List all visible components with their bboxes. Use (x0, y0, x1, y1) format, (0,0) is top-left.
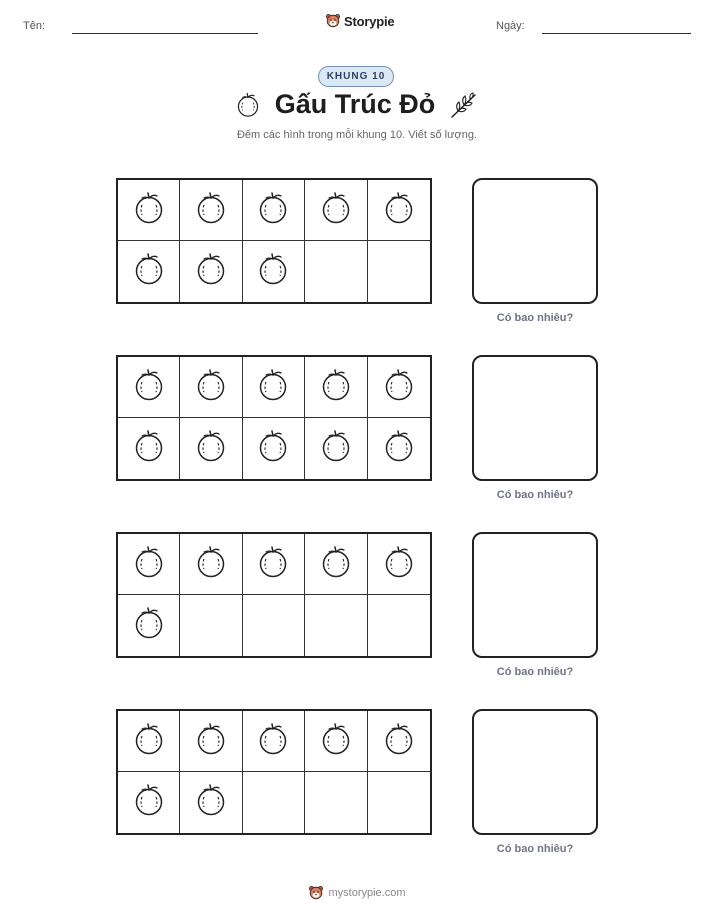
ten-frame-cell (368, 772, 430, 833)
tomato-icon (132, 721, 166, 762)
tomato-icon (319, 367, 353, 408)
tomato-icon (256, 251, 290, 292)
tomato-icon (382, 367, 416, 408)
question-label: Có bao nhiêu? (496, 489, 574, 501)
ten-frame-cell (180, 711, 242, 772)
ten-frame-cell (118, 711, 180, 772)
ten-frame-cell (305, 241, 367, 302)
footer (0, 885, 714, 901)
tomato-icon (256, 428, 290, 469)
tomato-icon (256, 367, 290, 408)
ten-frame-cell (180, 595, 242, 656)
answer-box[interactable] (472, 355, 598, 481)
tomato-icon (194, 544, 228, 585)
ten-frame-cell (243, 772, 305, 833)
tomato-icon (256, 544, 290, 585)
ten-frame-cell (305, 357, 367, 418)
instructions: Đếm các hình trong mỗi khung 10. Viết số lượng. (236, 129, 477, 141)
tomato-icon (256, 190, 290, 231)
tomato-icon (132, 605, 166, 646)
answer-box[interactable] (472, 178, 598, 304)
tomato-icon (256, 721, 290, 762)
question-label: Có bao nhiêu? (496, 843, 574, 855)
ten-frame-cell (368, 418, 430, 479)
ten-frame-cell (118, 180, 180, 241)
ten-frame-cell (243, 418, 305, 479)
tomato-icon (132, 782, 166, 823)
tomato-icon (382, 190, 416, 231)
date-line[interactable] (542, 33, 691, 34)
tomato-icon (194, 251, 228, 292)
ten-frame-cell (368, 711, 430, 772)
ten-frame-cell (243, 357, 305, 418)
red-panda-logo-icon (308, 885, 324, 901)
ten-frame-cell (118, 595, 180, 656)
red-panda-logo-icon (325, 13, 341, 29)
ten-frame-cell (243, 534, 305, 595)
name-line[interactable] (72, 33, 258, 34)
ten-frame-cell (305, 595, 367, 656)
name-label: Tên: (23, 20, 46, 32)
tomato-icon (319, 190, 353, 231)
leaf-sprig-icon (449, 90, 479, 120)
ten-frame-cell (305, 772, 367, 833)
ten-frame-cell (180, 180, 242, 241)
ten-frame-cell (243, 595, 305, 656)
ten-frame-cell (118, 357, 180, 418)
ten-frame-cell (243, 711, 305, 772)
footer-url: mystorypie.com (328, 887, 406, 899)
tomato-icon (319, 721, 353, 762)
tomato-icon (132, 544, 166, 585)
tomato-icon (382, 544, 416, 585)
date-label: Ngày: (496, 20, 525, 32)
ten-frame-cell (368, 357, 430, 418)
brand-logo (325, 13, 394, 29)
tomato-icon (194, 190, 228, 231)
ten-frame-cell (305, 180, 367, 241)
tomato-icon (194, 367, 228, 408)
tomato-icon (235, 91, 261, 119)
question-label: Có bao nhiêu? (496, 666, 574, 678)
ten-frame-cell (180, 357, 242, 418)
tomato-icon (132, 428, 166, 469)
ten-frame-cell (305, 534, 367, 595)
title-row (0, 89, 714, 120)
ten-frame-cell (368, 534, 430, 595)
ten-frame-cell (180, 534, 242, 595)
ten-frame-cell (305, 418, 367, 479)
page-title: Gấu Trúc Đỏ (274, 89, 436, 119)
tomato-icon (382, 428, 416, 469)
tomato-icon (382, 721, 416, 762)
brand-name: Storypie (344, 13, 395, 29)
ten-frame-cell (243, 241, 305, 302)
ten-frame (116, 355, 432, 481)
topic-badge: KHUNG 10 (318, 66, 394, 87)
answer-box[interactable] (472, 532, 598, 658)
tomato-icon (194, 721, 228, 762)
ten-frame-cell (180, 772, 242, 833)
ten-frame-cell (118, 534, 180, 595)
ten-frame-cell (118, 418, 180, 479)
ten-frame (116, 709, 432, 835)
ten-frame (116, 178, 432, 304)
tomato-icon (194, 782, 228, 823)
tomato-icon (132, 251, 166, 292)
ten-frame-cell (180, 241, 242, 302)
ten-frame-cell (305, 711, 367, 772)
ten-frame-cell (118, 241, 180, 302)
ten-frame-cell (118, 772, 180, 833)
ten-frame (116, 532, 432, 658)
ten-frame-cell (368, 595, 430, 656)
tomato-icon (194, 428, 228, 469)
tomato-icon (132, 190, 166, 231)
ten-frame-cell (368, 180, 430, 241)
tomato-icon (319, 428, 353, 469)
ten-frame-cell (368, 241, 430, 302)
tomato-icon (319, 544, 353, 585)
question-label: Có bao nhiêu? (496, 312, 574, 324)
tomato-icon (132, 367, 166, 408)
ten-frame-cell (243, 180, 305, 241)
answer-box[interactable] (472, 709, 598, 835)
ten-frame-cell (180, 418, 242, 479)
